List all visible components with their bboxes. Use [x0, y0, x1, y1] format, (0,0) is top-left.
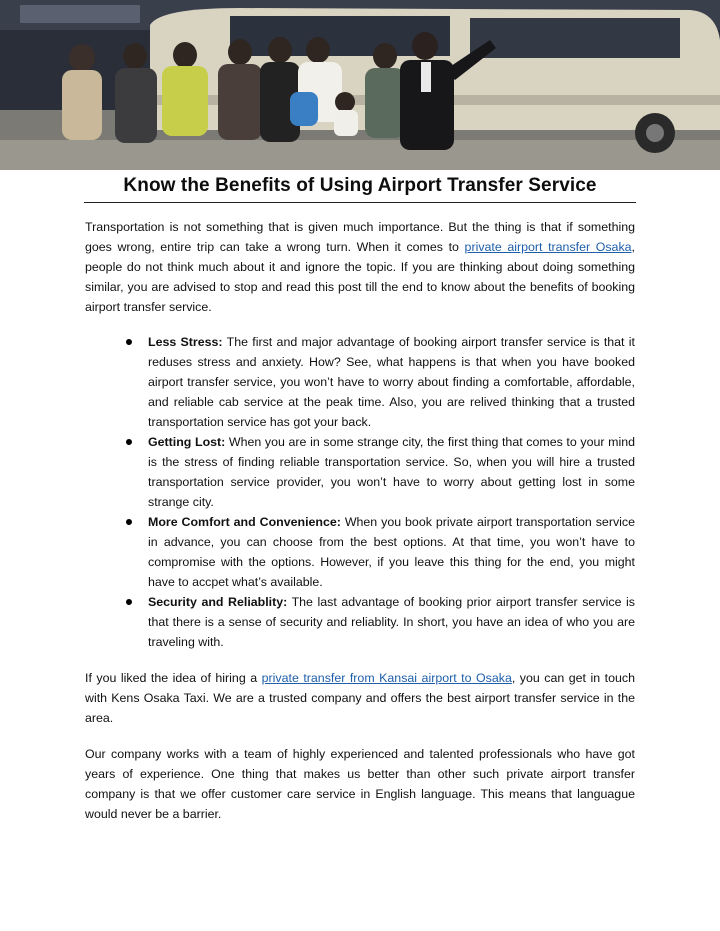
group-photo-illustration: [0, 0, 720, 170]
intro-paragraph-block: [85, 217, 635, 317]
benefits-list: [85, 332, 635, 652]
intro-text-before: Transportation is not something that is given much importance. But the thing is that if something goes wrong, entire trip can take a wrong turn. When it comes to: [85, 220, 635, 254]
page-title: Know the Benefits of Using Airport Transfer Service: [123, 175, 597, 196]
benefit-heading: Less Stress:: [148, 335, 223, 349]
private-airport-transfer-osaka-link[interactable]: private airport transfer Osaka: [464, 240, 632, 254]
benefit-item: [85, 332, 635, 432]
intro-text-after: , people do not think much about it and ignore the topic. If you are thinking about doing something similar, you are advised to stop and read this post till the end to know about the benefits of booking airport transfer service.: [85, 240, 635, 314]
contact-paragraph: [85, 668, 635, 728]
private-transfer-kansai-link[interactable]: private transfer from Kansai airport to Osaka: [261, 671, 512, 685]
benefit-text: When you book private airport transportation service in advance, you can choose from the best options. At that time, you won’t have to compromise with the options. However, if you leave this thing for the end, you might have to accpet what’s available.: [148, 515, 635, 589]
intro-paragraph: [85, 217, 635, 317]
benefit-item: [85, 592, 635, 652]
benefit-heading: Getting Lost:: [148, 435, 226, 449]
bullet-icon: [126, 519, 132, 525]
bullet-icon: [126, 339, 132, 345]
hero-photo: [0, 0, 720, 170]
benefit-heading: More Comfort and Convenience:: [148, 515, 341, 529]
benefit-item: [85, 432, 635, 512]
company-paragraph-block: [85, 744, 635, 824]
contact-text-before: If you liked the idea of hiring a: [85, 671, 262, 685]
contact-text-after: , you can get in touch with Kens Osaka Taxi. We are a trusted company and offers the best airport transfer service in the area.: [85, 671, 635, 725]
benefit-text: When you are in some strange city, the first thing that comes to your mind is the stress of finding reliable transportation service. So, when you will hire a trusted transportation service provider, you won’t have to worry about getting lost in some strange city.: [148, 435, 635, 509]
benefits-list-block: [85, 332, 635, 652]
bullet-icon: [126, 439, 132, 445]
title-block: [84, 170, 636, 203]
title-divider: [84, 202, 636, 203]
benefit-text: The first and major advantage of booking airport transfer service is that it reduses stress and anxiety. How? See, what happens is that when you have booked airport transfer service, you won’t have to worry about finding a comfortable, affordable, and reliable cab service at the peak time. Also, you are relived thinking that a trusted transportation service has got your back.: [148, 335, 635, 429]
benefit-heading: Security and Reliablity:: [148, 595, 288, 609]
benefit-text: The last advantage of booking prior airport transfer service is that there is a sense of security and reliablity. In short, you have an idea of who you are traveling with.: [148, 595, 635, 649]
contact-paragraph-block: [85, 668, 635, 728]
benefit-item: [85, 512, 635, 592]
bullet-icon: [126, 599, 132, 605]
company-paragraph: Our company works with a team of highly experienced and talented professionals who have got years of experience. One thing that makes us better than other such private airport transfer company is that we offer customer care service in English language. This means that languague would never be a barrier.: [85, 747, 635, 821]
